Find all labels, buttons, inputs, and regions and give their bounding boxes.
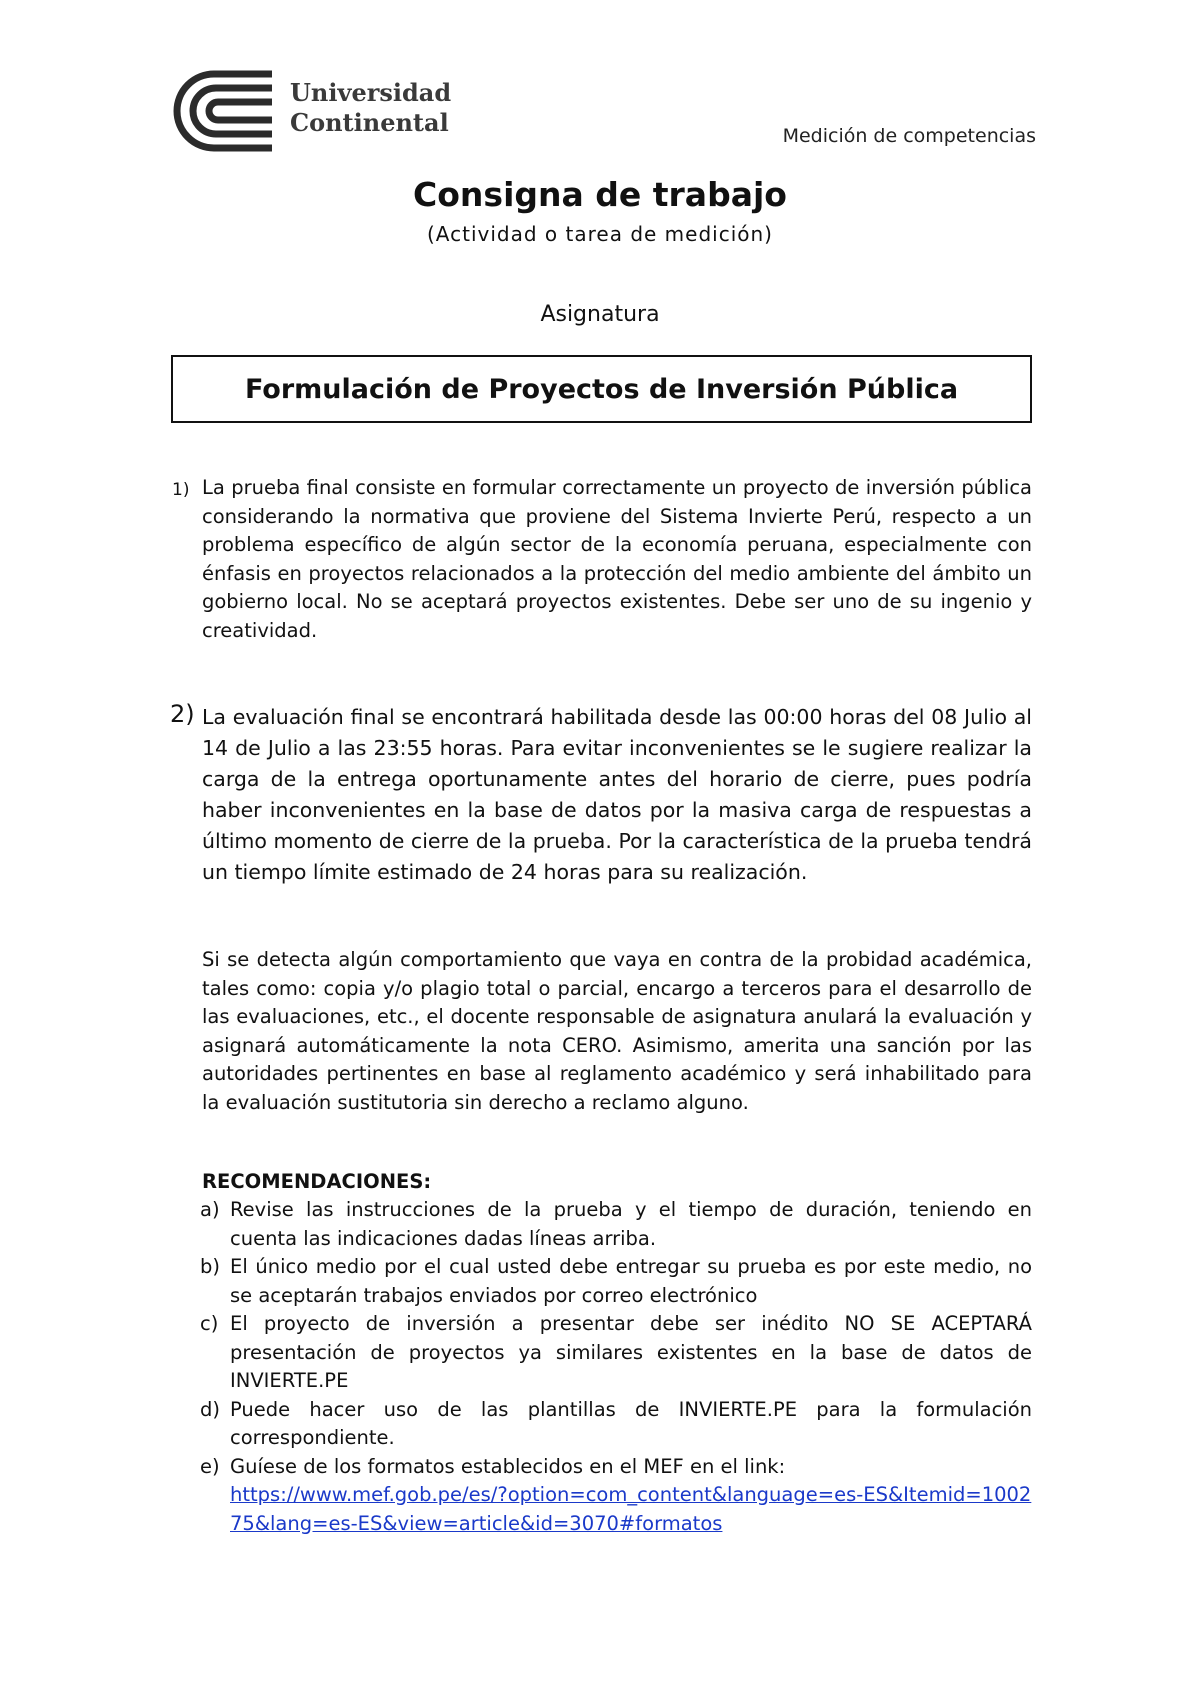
list-item-text: Revise las instrucciones de la prueba y el tiempo de duración, teniendo en cuenta las indicaciones dadas líneas arriba. (230, 1198, 1032, 1250)
logo-mark-icon (172, 70, 282, 152)
page-title: Consigna de trabajo (413, 175, 787, 214)
list-item-text: El proyecto de inversión a presentar debe ser inédito NO SE ACEPTARÁ presentación de proyectos ya similares existentes en la base de datos de INVIERTE.PE (230, 1312, 1032, 1392)
item-number: 2) (170, 700, 195, 728)
list-item-text: Guíese de los formatos establecidos en el MEF en el link: (230, 1454, 786, 1478)
integrity-paragraph: Si se detecta algún comportamiento que vaya en contra de la probidad académica, tales como: copia y/o plagio total o parcial, encargo a terceros para el desarrollo de las evaluaciones, etc., el docente responsable de asignatura anulará la evaluación y asignará automáticamente la nota CERO. Asimismo, amerita una sanción por las autoridades pertinentes en base al reglamento académico y será inhabilitado para la evaluación sustitutoria sin derecho a reclamo alguno. (202, 948, 1032, 1114)
instruction-paragraph: La evaluación final se encontrará habilitada desde las 00:00 horas del 08 Julio al 14 de Julio a las 23:55 horas. Para evitar inconvenientes se le sugiere realizar la carga de la entrega oportunamente antes del horario de cierre, pues podría haber inconvenientes en la base de datos por la masiva carga de respuestas a último momento de cierre de la prueba. Por la característica de la prueba tendrá un tiempo límite estimado de 24 horas para su realización. (202, 705, 1032, 884)
list-item (200, 1310, 1032, 1396)
mef-formats-link[interactable]: https://www.mef.gob.pe/es/?option=com_content&language=es-ES&Itemid=100275&lang=es-ES&view=article&id=3070#formatos (230, 1483, 1032, 1535)
subject-label: Asignatura (540, 302, 660, 327)
document-category: Medición de competencias (782, 125, 1036, 147)
list-item-letter: d) (200, 1397, 220, 1421)
list-item (200, 1253, 1032, 1310)
item-number: 1) (172, 480, 190, 500)
list-item (200, 1453, 1032, 1539)
list-item-letter: b) (200, 1255, 220, 1278)
list-item-letter: e) (200, 1454, 220, 1478)
instruction-paragraph: La prueba final consiste en formular correctamente un proyecto de inversión pública considerando la normativa que proviene del Sistema Invierte Perú, respecto a un problema específico de algún sector de la economía peruana, especialmente con énfasis en proyectos relacionados a la protección del medio ambiente del ámbito un gobierno local. No se aceptará proyectos existentes. Debe ser uno de su ingenio y creatividad. (202, 476, 1032, 642)
logo-line-1: Universidad (290, 78, 452, 107)
course-name-box (171, 355, 1032, 423)
page-subtitle: (Actividad o tarea de medición) (427, 222, 773, 246)
list-item-letter: a) (200, 1198, 220, 1221)
university-logo (172, 70, 472, 152)
recommendations-list (200, 1196, 1032, 1538)
recommendations-title: RECOMENDACIONES: (202, 1170, 432, 1193)
list-item (200, 1196, 1032, 1253)
list-item (200, 1396, 1032, 1453)
logo-line-2: Continental (290, 108, 449, 137)
list-item-text: El único medio por el cual usted debe entregar su prueba es por este medio, no se aceptarán trabajos enviados por correo electrónico (230, 1255, 1032, 1307)
list-item-text: Puede hacer uso de las plantillas de INVIERTE.PE para la formulación correspondiente. (230, 1397, 1032, 1449)
course-name: Formulación de Proyectos de Inversión Pública (244, 373, 959, 405)
list-item-letter: c) (200, 1312, 219, 1335)
